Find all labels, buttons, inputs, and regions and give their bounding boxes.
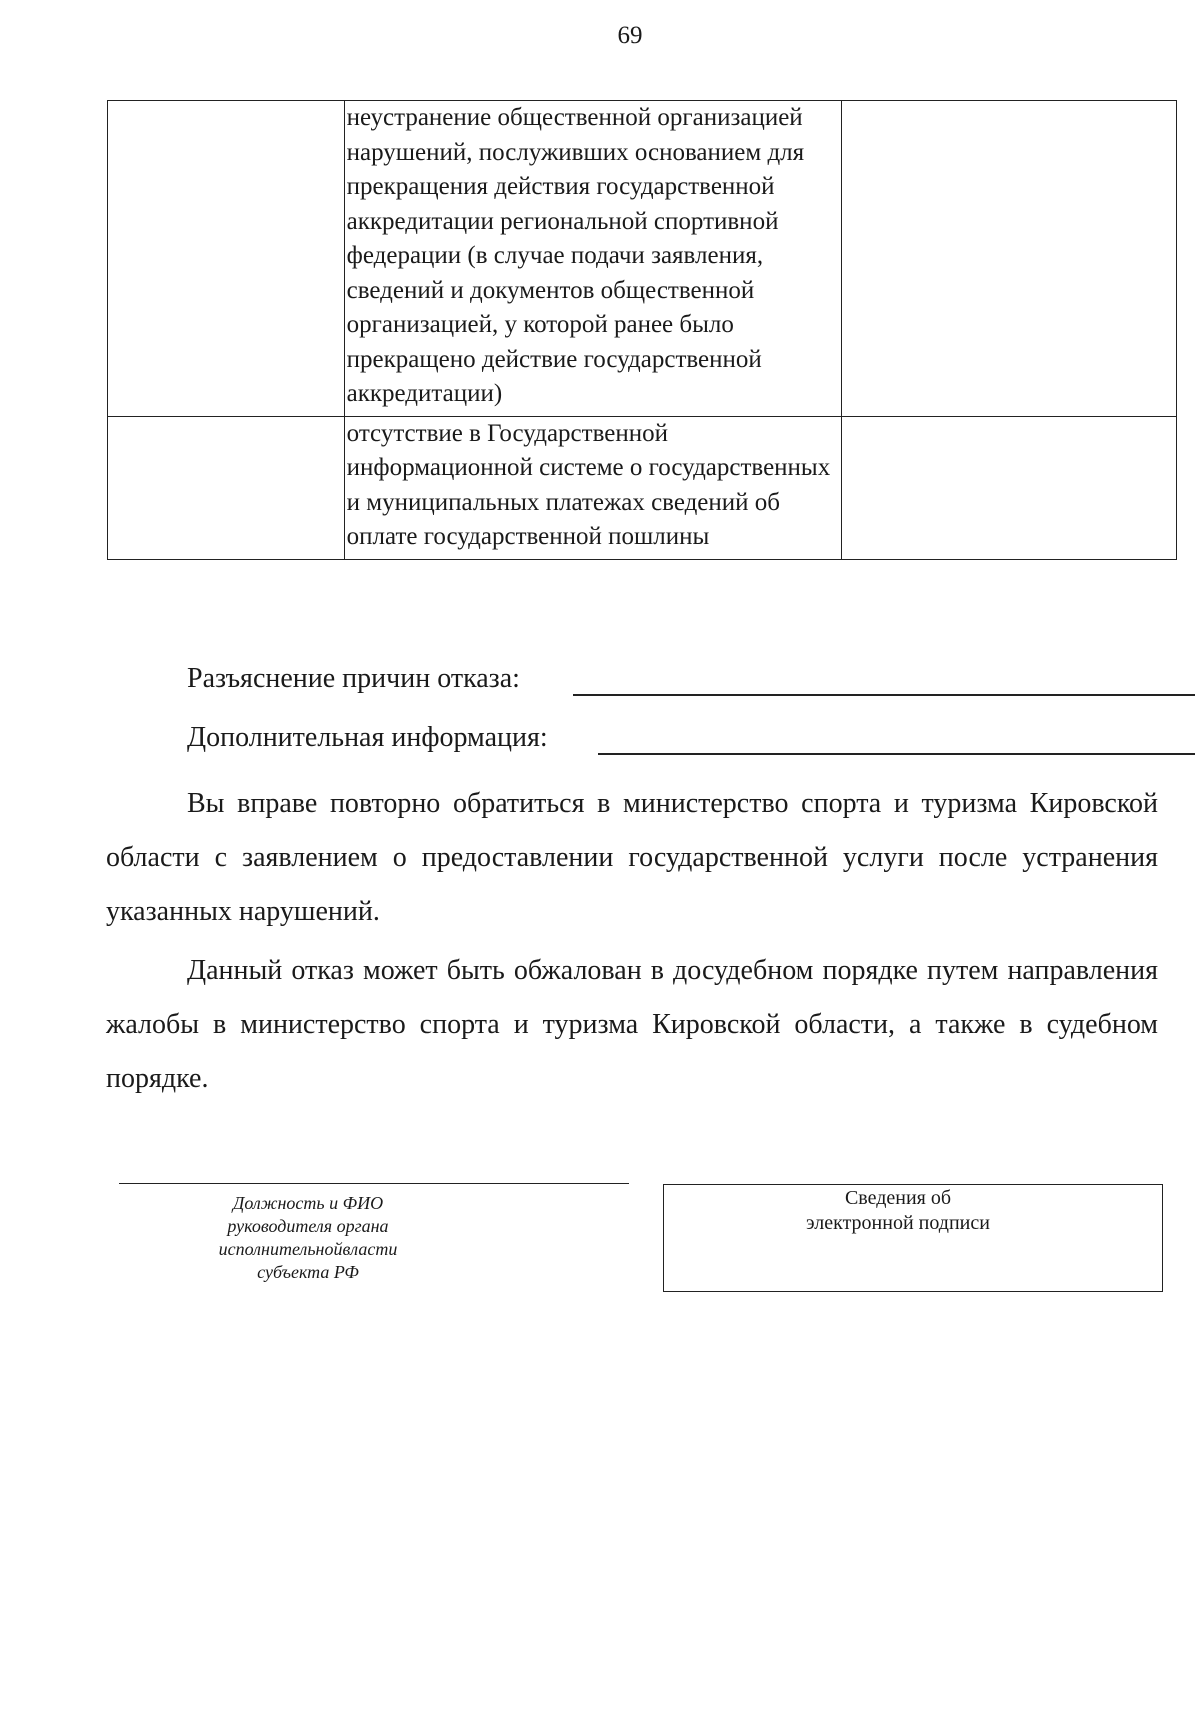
additional-info-label: Дополнительная информация: [187, 722, 548, 753]
official-position-caption: Должность и ФИО руководителя органа исполнительнойвласти субъекта РФ [218, 1193, 398, 1282]
table-cell-empty [108, 416, 345, 559]
table-cell-ground: отсутствие в Государственной информационной системе о государственных и муниципальных платежах сведений об оплате государственной пошлины [344, 416, 841, 559]
table-cell-ground: неустранение общественной организацией нарушений, послуживших основанием для прекращения действия государственной аккредитации региональной спортивной федерации (в случае подачи заявления, сведений и документов общественной организацией, у которой ранее было прекращено действие государственной аккредитации) [344, 101, 841, 417]
signature-line [119, 1183, 629, 1184]
table-row [108, 416, 1177, 559]
table-cell-empty [108, 101, 345, 417]
table-cell-empty [842, 101, 1177, 417]
refusal-grounds-table [107, 100, 1177, 560]
table-cell-empty [842, 416, 1177, 559]
appeal-paragraph: Данный отказ может быть обжалован в досудебном порядке путем направления жалобы в министерство спорта и туризма Кировской области, а также в судебном порядке. [106, 955, 1158, 1094]
table-row [108, 101, 1177, 417]
reapply-paragraph: Вы вправе повторно обратиться в министерство спорта и туризма Кировской области с заявлением о предоставлении государственной услуги после устранения указанных нарушений. [106, 788, 1158, 927]
refusal-reason-blank [573, 694, 1195, 696]
refusal-reason-label: Разъяснение причин отказа: [187, 663, 520, 694]
page-number: 69 [617, 22, 643, 49]
additional-info-blank [598, 753, 1195, 755]
electronic-signature-caption: Сведения об электронной подписи [806, 1187, 990, 1234]
